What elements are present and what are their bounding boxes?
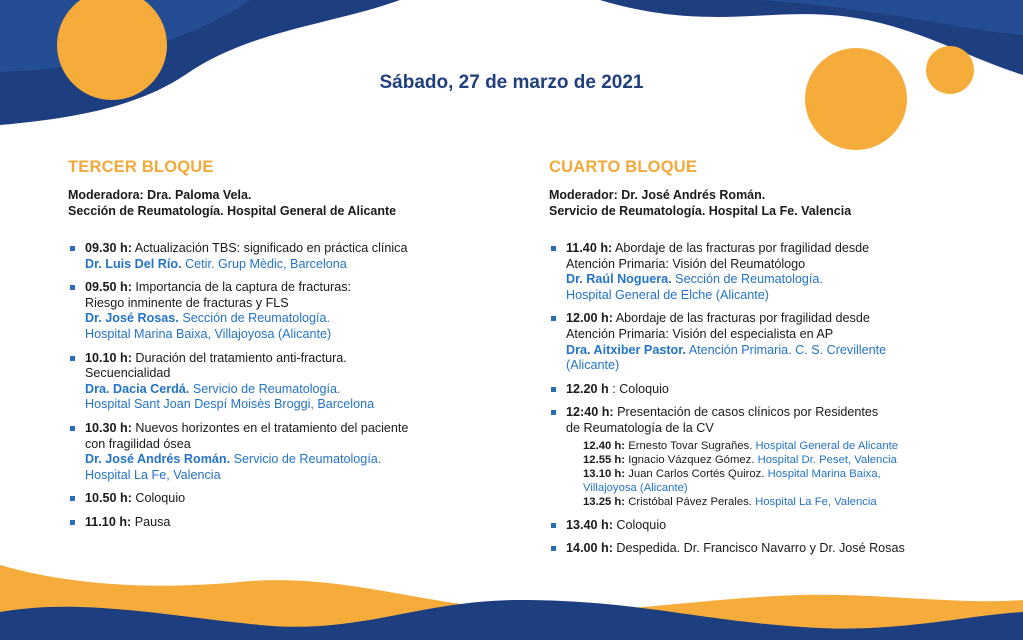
speaker-affiliation-line: Hospital Marina Baixa, Villajoyosa (Alicante) <box>85 326 332 341</box>
session-topic: 10.50 h: Coloquio <box>85 491 186 506</box>
session-time: 12:40 h: <box>566 405 614 420</box>
speaker-affiliation-line: (Alicante) <box>566 358 620 373</box>
case-hospital: Hospital Marina Baixa, <box>767 467 881 480</box>
session-topic-line: Secuencialidad <box>85 366 171 381</box>
session-item <box>549 518 969 534</box>
session-topic-line: Riesgo inminente de fracturas y FLS <box>85 295 289 310</box>
page-title: Sábado, 27 de marzo de 2021 <box>379 72 644 93</box>
case-item: 13.25 h: Cristóbal Pávez Perales. Hospital La Fe, Valencia <box>583 496 877 509</box>
speaker-affiliation: Atención Primaria. C. S. Crevillente <box>688 342 887 357</box>
session-time: 09.30 h: <box>85 241 132 255</box>
session-topic: 09.30 h: Actualización TBS: significado en práctica clínica <box>85 241 408 255</box>
session-item <box>68 515 488 531</box>
session-topic-line: Atención Primaria: Visión del especialista en AP <box>566 326 834 341</box>
session-time: 10.10 h: <box>85 350 132 365</box>
session-topic: 12.20 h : Coloquio <box>566 381 669 396</box>
speaker-affiliation: Sección de Reumatología. <box>675 272 823 287</box>
session-topic: 13.40 h: Coloquio <box>566 517 667 532</box>
session-topic: 11.40 h: Abordaje de las fracturas por fragilidad desde <box>566 241 870 255</box>
session-topic-line: Atención Primaria: Visión del Reumatólogo <box>566 256 806 271</box>
speaker-name: Dr. Luis Del Río. <box>85 256 182 271</box>
session-item <box>549 241 969 303</box>
case-time: 13.10 h: <box>583 467 626 480</box>
session-topic: 09.50 h: Importancia de la captura de fracturas: <box>85 280 352 295</box>
session-time: 14.00 h: <box>566 541 613 556</box>
left-column <box>68 158 488 539</box>
session-time: 09.50 h: <box>85 280 132 295</box>
session-time: 13.40 h: <box>566 517 613 532</box>
case-time: 13.25 h: <box>583 496 626 509</box>
session-item <box>549 405 969 509</box>
session-topic-line: con fragilidad ósea <box>85 436 191 451</box>
speaker-name: Dra. Aitxiber Pastor. <box>566 342 686 357</box>
session-item <box>68 491 488 507</box>
speaker-affiliation: Servicio de Reumatología. <box>233 452 382 467</box>
session-topic: 11.10 h: Pausa <box>85 514 171 529</box>
moderator-name: Moderador: Dr. José Andrés Román. <box>549 188 766 202</box>
speaker-affiliation-line: Hospital Sant Joan Despí Moisès Broggi, Barcelona <box>85 397 375 412</box>
speaker-affiliation: Servicio de Reumatología. <box>192 381 341 396</box>
moderator-affiliation: Sección de Reumatología. Hospital General de Alicante <box>68 204 397 218</box>
session-topic: 12:40 h: Presentación de casos clínicos por Residentes <box>566 405 879 420</box>
session-item <box>549 541 969 557</box>
session-item <box>68 241 488 272</box>
right-column <box>549 158 969 565</box>
session-time: 11.40 h: <box>566 241 613 255</box>
block-title: TERCER BLOQUE <box>68 158 214 176</box>
moderator <box>549 187 969 219</box>
speaker-affiliation: Cetir. Grup Mèdic, Barcelona <box>185 256 347 271</box>
case-time: 12.40 h: <box>583 439 626 452</box>
session-time: 10.50 h: <box>85 491 132 506</box>
speaker-line <box>566 343 969 359</box>
case-hospital: Hospital General de Alicante <box>755 439 899 452</box>
session-item <box>549 311 969 373</box>
session-topic: 14.00 h: Despedida. Dr. Francisco Navarro y Dr. José Rosas <box>566 541 905 556</box>
speaker-affiliation-line: Hospital General de Elche (Alicante) <box>566 287 770 302</box>
session-topic-line: de Reumatología de la CV <box>566 420 714 435</box>
session-time: 10.30 h: <box>85 420 132 435</box>
case-hospital: Hospital Dr. Peset, Valencia <box>757 453 897 466</box>
sun-right-large <box>805 48 907 150</box>
session-topic: 10.10 h: Duración del tratamiento anti-fractura. <box>85 350 347 365</box>
case-hospital-line: Villajoyosa (Alicante) <box>583 482 688 495</box>
speaker-line <box>85 452 488 468</box>
block-title: CUARTO BLOQUE <box>549 158 698 176</box>
speaker-name: Dr. Raúl Noguera. <box>566 272 672 287</box>
session-item <box>68 351 488 413</box>
speaker-affiliation: Sección de Reumatología. <box>182 311 331 326</box>
moderator-affiliation: Servicio de Reumatología. Hospital La Fe. Valencia <box>549 204 852 218</box>
case-list <box>566 439 969 510</box>
speaker-line <box>85 257 488 273</box>
case-time: 12.55 h: <box>583 453 626 466</box>
case-item: 12.55 h: Ignacio Vázquez Gómez. Hospital Dr. Peset, Valencia <box>583 453 897 466</box>
session-topic: 12.00 h: Abordaje de las fracturas por fragilidad desde <box>566 311 870 326</box>
session-list <box>549 241 969 557</box>
session-list <box>68 241 488 531</box>
speaker-name: Dr. José Rosas. <box>85 311 179 326</box>
moderator <box>68 187 488 219</box>
session-time: 12.20 h <box>566 381 609 396</box>
case-item: 12.40 h: Ernesto Tovar Sugrañes. Hospital General de Alicante <box>583 439 899 452</box>
case-hospital: Hospital La Fe, Valencia <box>755 496 877 509</box>
speaker-name: Dra. Dacia Cerdá. <box>85 381 190 396</box>
speaker-line <box>85 311 488 327</box>
case-item: 13.10 h: Juan Carlos Cortés Quiroz. Hospital Marina Baixa, Villajoyosa (Alicante) <box>583 467 881 495</box>
session-item <box>549 382 969 398</box>
speaker-line <box>566 272 969 288</box>
speaker-affiliation-line: Hospital La Fe, Valencia <box>85 467 221 482</box>
session-item <box>68 421 488 483</box>
session-topic: 10.30 h: Nuevos horizontes en el tratamiento del paciente <box>85 420 409 435</box>
session-time: 11.10 h: <box>85 514 132 529</box>
session-item <box>68 280 488 342</box>
speaker-line <box>85 382 488 398</box>
session-time: 12.00 h: <box>566 311 613 326</box>
moderator-name: Moderadora: Dra. Paloma Vela. <box>68 188 252 202</box>
speaker-name: Dr. José Andrés Román. <box>85 452 231 467</box>
